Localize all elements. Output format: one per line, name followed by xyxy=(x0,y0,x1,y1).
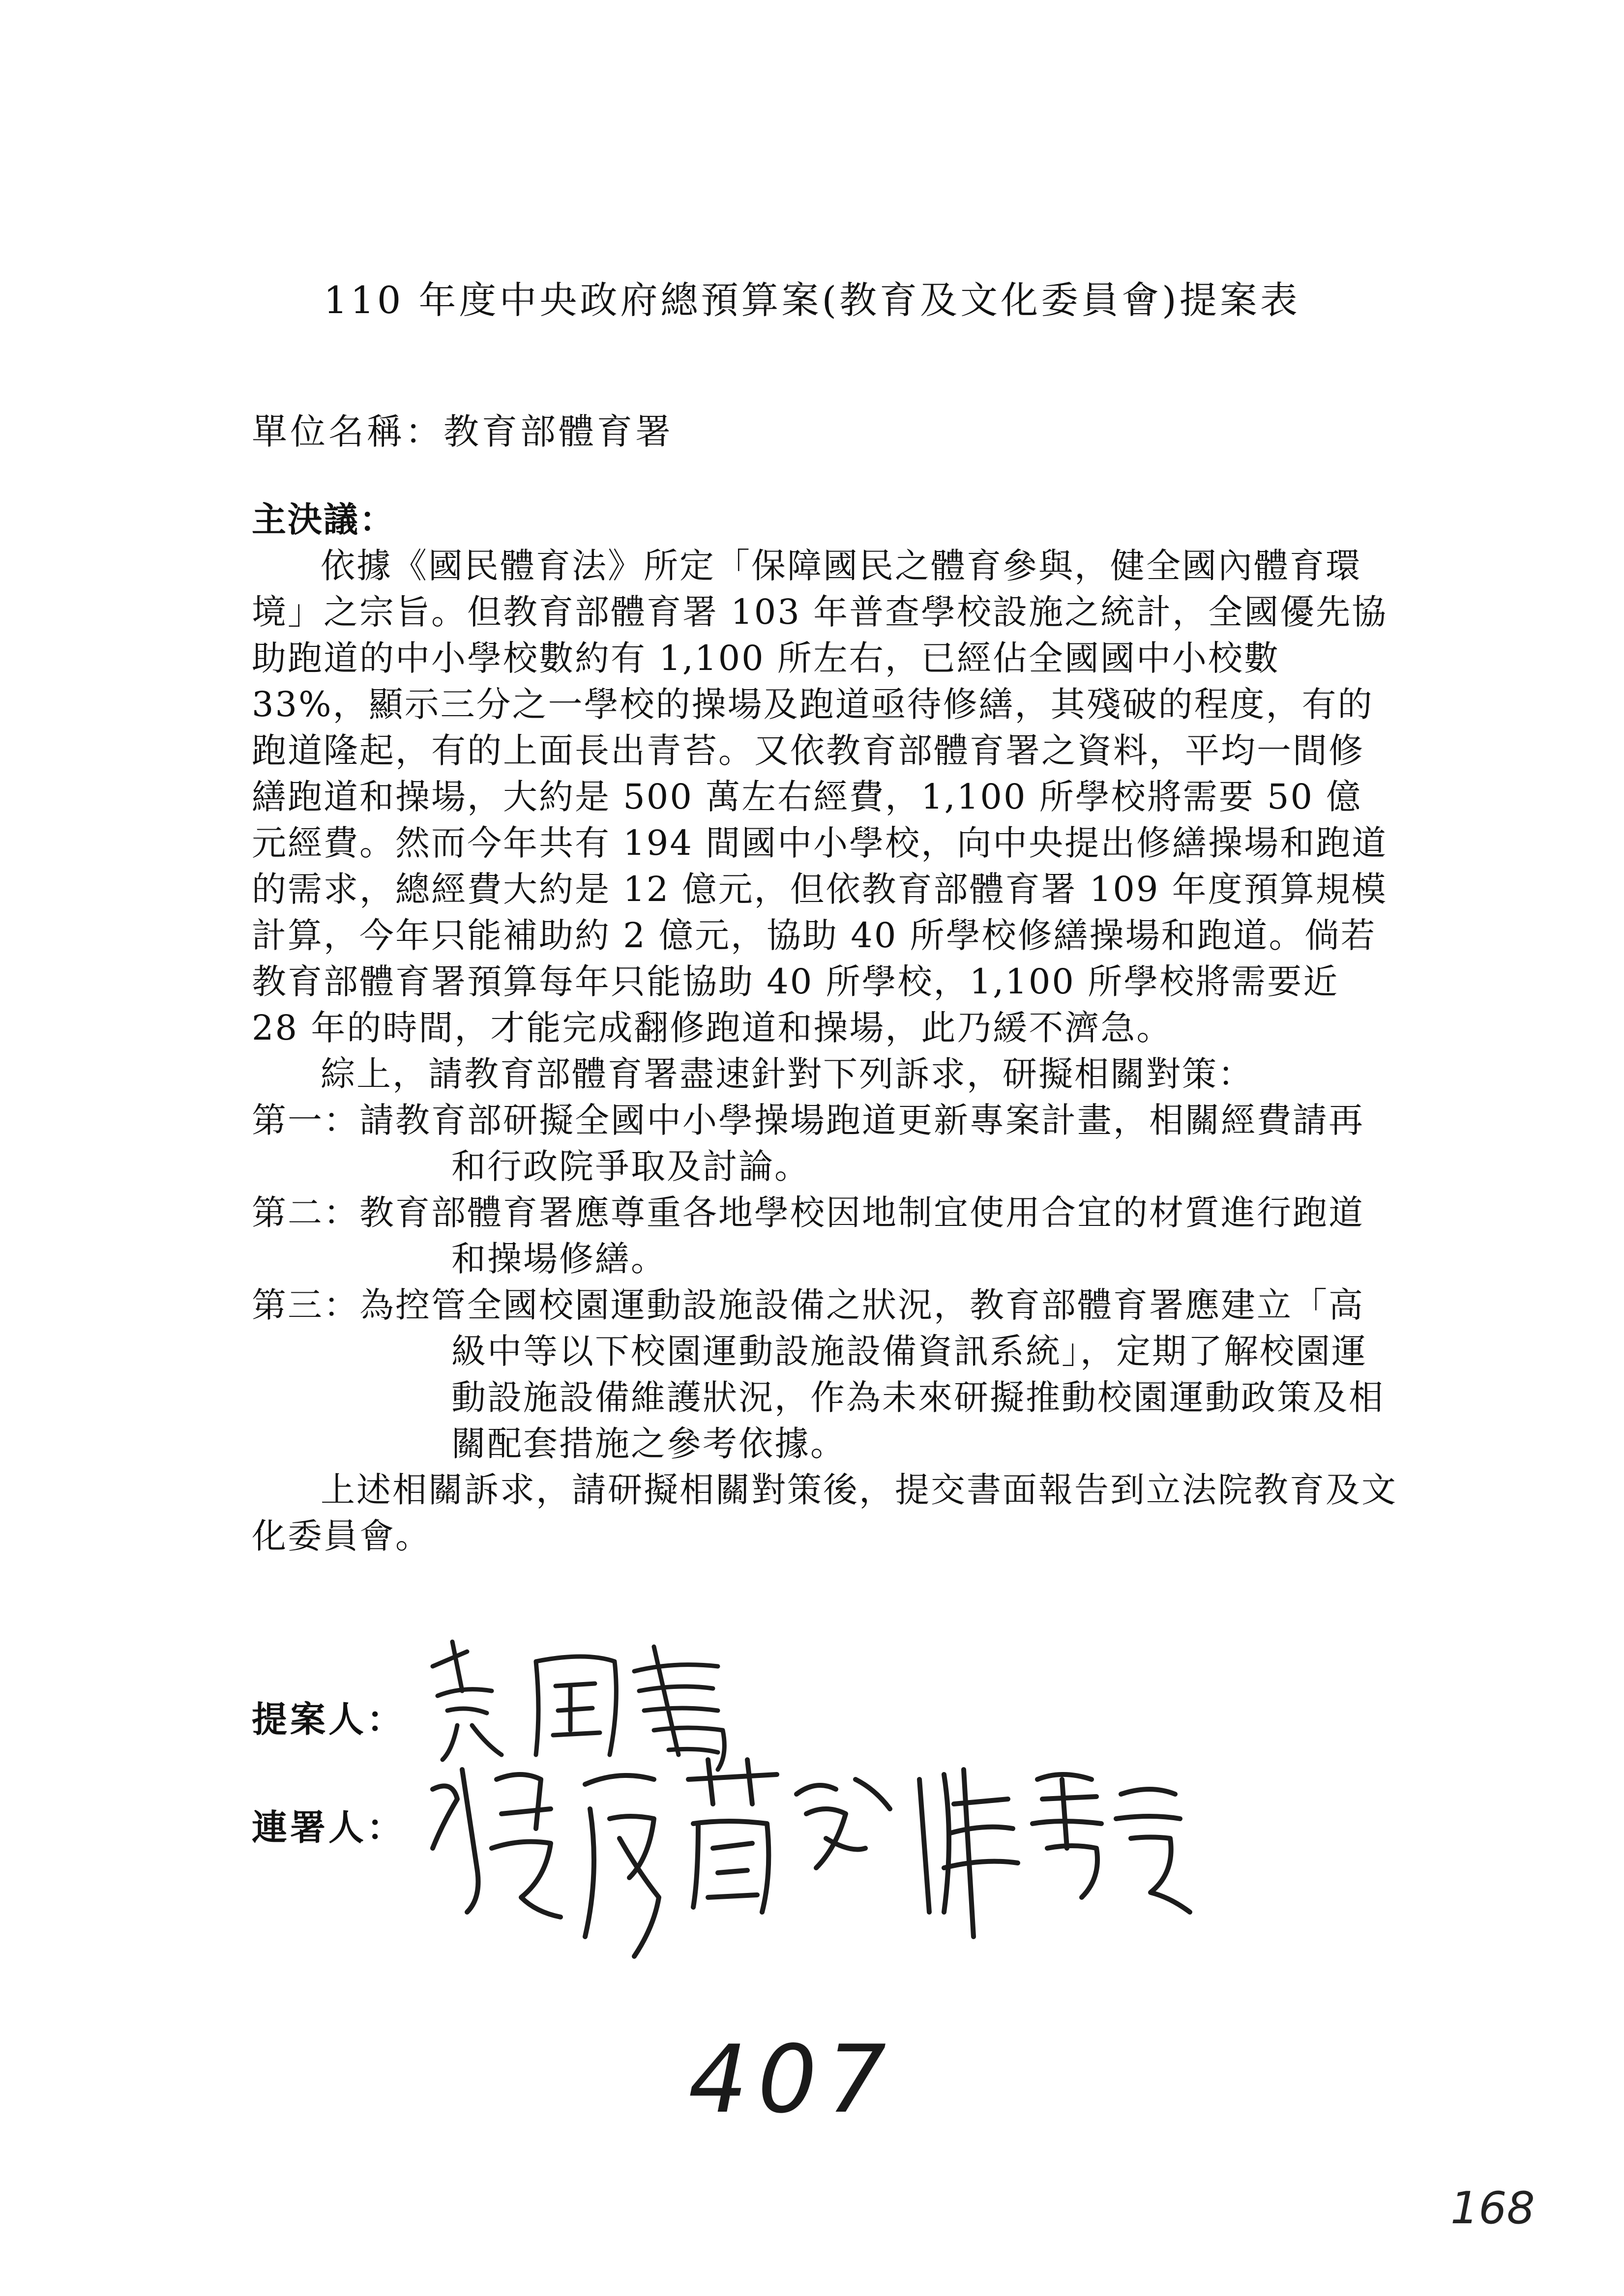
paragraph-summary: 綜上，請教育部體育署盡速針對下列訴求，研擬相關對策： xyxy=(321,1054,1254,1094)
corner-page-number: 168 xyxy=(1450,2182,1535,2234)
main-resolution-heading: 主決議： xyxy=(252,499,395,540)
closing-paragraph: 上述相關訴求，請研擬相關對策後，提交書面報告到立法院教育及文化委員會。 xyxy=(252,1470,1397,1556)
page-number: 407 xyxy=(688,2025,896,2134)
demand-item-3: 第三：為控管全國校園運動設施設備之狀況，教育部體育署應建立「高級中等以下校園運動設施設備資訊系統」，定期了解校園運動設施設備維護狀況，作為未來研擬推動校園運動政策及相關配套措施之參考依據。 xyxy=(252,1285,1385,1464)
demand-item-2: 第二：教育部體育署應尊重各地學校因地制宜使用合宜的材質進行跑道和操場修繕。 xyxy=(252,1192,1364,1279)
paragraph-basis: 依據《國民體育法》所定「保障國民之體育參與，健全國內體育環境」之宗旨。但教育部體育署 103 年普查學校設施之統計，全國優先協助跑道的中小學校數約有 1,100 所左右，已經佔全國國中小校數 33%，顯示三分之一學校的操場及跑道亟待修繕，其殘破的程度，有的跑道隆起，有的上面長出青苔。又依教育部體育署之資料，平均一間修繕跑道和操場，大約是 500 萬左右經費，1,100 所學校將需要 50 億元經費。然而今年共有 194 間國中小學校，向中央提出修繕操場和跑道的需求，總經費大約是 12 億元，但依教育部體育署 109 年度預算規模計算，今年只能補助約 2 億元，協助 40 所學校修繕操場和跑道。倘若教育部體育署預算每年只能協助 40 所學校，1,100 所學校將需要近 28 年的時間，才能完成翻修跑道和操場，此乃緩不濟急。 xyxy=(252,546,1388,1048)
cosigner-signatures xyxy=(423,1750,1210,1976)
cosigner-label: 連署人： xyxy=(252,1806,406,1848)
demand-item-1: 第一：請教育部研擬全國中小學操場跑道更新專案計畫，相關經費請再和行政院爭取及討論。 xyxy=(252,1100,1364,1187)
document-title: 110 年度中央政府總預算案(教育及文化委員會)提案表 xyxy=(324,278,1300,322)
unit-name: 單位名稱：教育部體育署 xyxy=(252,411,674,452)
body-text xyxy=(252,496,1397,1559)
proposer-label: 提案人： xyxy=(252,1698,406,1740)
